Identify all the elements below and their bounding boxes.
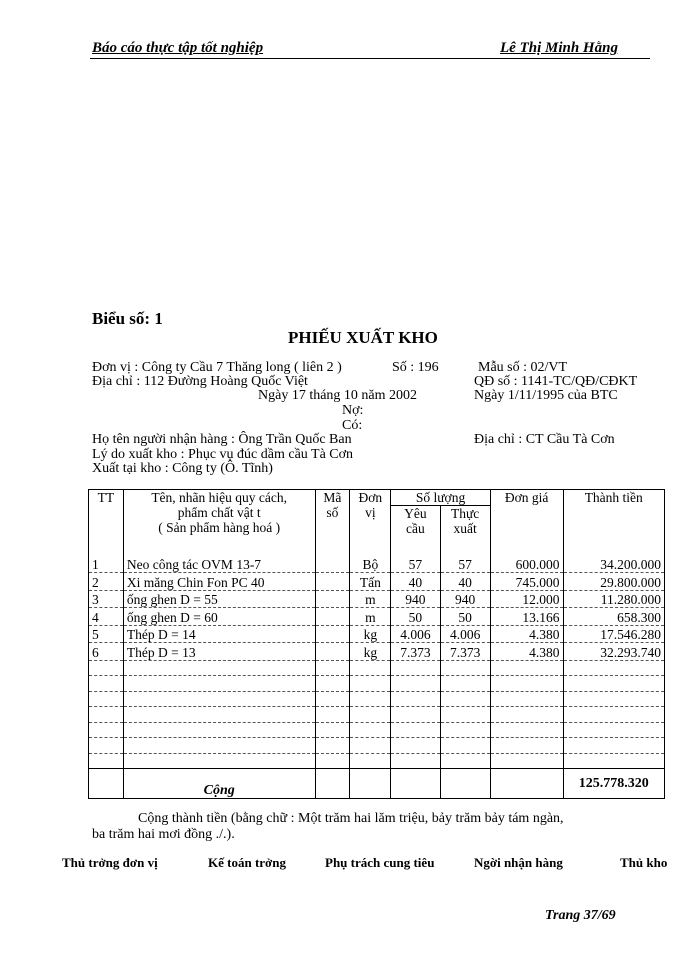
row-requested: 40 [391,573,440,591]
col-header-name-line1: Tên, nhãn hiệu quy cách, [151,490,288,505]
header-report-title: Báo cáo thực tập tốt nghiệp [92,40,264,56]
signature-storekeeper: Thủ kho [620,855,668,870]
table-row [89,608,665,626]
row-name: ống ghen D = 55 [123,590,315,608]
row-code [315,643,350,661]
row-amount: 17.546.280 [563,625,665,643]
row-requested: 940 [391,590,440,608]
total-label: Cộng [123,769,315,799]
row-amount: 11.280.000 [563,590,665,608]
row-code [315,573,350,591]
col-header-unit [350,490,391,548]
row-unit: m [350,608,391,626]
table-row-empty [89,722,665,738]
table-row [89,590,665,608]
col-header-code-line2: số [326,505,339,520]
template-number: Mẫu số : 02/VT [478,360,568,375]
row-name: Xi măng Chin Fon PC 40 [123,573,315,591]
col-header-amount: Thành tiền [563,490,665,548]
table-row-empty [89,691,665,707]
table-row [89,643,665,661]
table-row-empty [89,707,665,723]
row-actual: 4.006 [440,625,490,643]
row-price: 13.166 [490,608,563,626]
voucher-number: Số : 196 [392,360,439,375]
total-row [89,769,665,799]
amount-in-words-line1: Cộng thành tiền (bằng chữ : Một trăm hai lăm triệu, bảy trăm bảy tám ngàn, [138,811,564,826]
col-header-name-line3: ( Sản phẩm hàng hoá ) [158,520,281,535]
row-requested: 7.373 [391,643,440,661]
row-tt: 1 [89,556,124,573]
table-row [89,556,665,573]
row-code [315,556,350,573]
signature-chief-accountant: Kế toán trởng [208,855,286,870]
row-tt: 2 [89,573,124,591]
col-header-req-line1: Yêu [404,506,427,521]
col-header-unit-line1: Đơn [358,490,383,505]
row-actual: 940 [440,590,490,608]
row-tt: 3 [89,590,124,608]
address-line: Địa chỉ : 112 Đường Hoàng Quốc Việt [92,374,308,389]
row-name: ống ghen D = 60 [123,608,315,626]
col-header-actual [440,506,490,548]
signature-receiver: Ngời nhận hàng [474,855,563,870]
row-tt: 5 [89,625,124,643]
row-requested: 50 [391,608,440,626]
decision-date: Ngày 1/11/1995 của BTC [474,388,618,403]
col-header-code-line1: Mã [323,490,342,505]
signature-supply-manager: Phụ trách cung tiêu [325,855,435,870]
col-header-name-line2: phẩm chất vật t [177,505,261,520]
table-row-empty [89,676,665,692]
row-price: 745.000 [490,573,563,591]
debit-label: Nợ: [342,403,364,418]
col-header-qty: Số lượng [391,490,490,506]
row-amount: 658.300 [563,608,665,626]
row-code [315,590,350,608]
row-price: 4.380 [490,643,563,661]
row-actual: 7.373 [440,643,490,661]
col-header-price: Đơn giá [490,490,563,548]
row-tt: 6 [89,643,124,661]
col-header-unit-line2: vị [365,505,376,520]
table-row-empty [89,660,665,676]
row-actual: 57 [440,556,490,573]
form-number: Biểu số: 1 [92,309,163,328]
row-actual: 40 [440,573,490,591]
issue-date: Ngày 17 tháng 10 năm 2002 [258,388,418,403]
row-amount: 29.800.000 [563,573,665,591]
row-name: Thép D = 14 [123,625,315,643]
page-number: Trang 37/69 [545,908,616,923]
total-amount: 125.778.320 [563,769,665,799]
receiver-address: Địa chỉ : CT Cầu Tà Cơn [474,432,615,447]
col-header-act-line1: Thực [450,506,480,521]
warehouse-line: Xuất tại kho : Công ty (Ô. Tĩnh) [92,461,273,476]
col-header-req-line2: cầu [406,521,425,536]
row-name: Thép D = 13 [123,643,315,661]
row-unit: Bộ [350,556,391,573]
col-header-name [123,490,315,548]
row-unit: Tấn [350,573,391,591]
row-requested: 57 [391,556,440,573]
header-divider [90,58,650,59]
row-amount: 34.200.000 [563,556,665,573]
document-title: PHIẾU XUẤT KHO [288,328,438,347]
row-amount: 32.293.740 [563,643,665,661]
unit-line: Đơn vị : Công ty Cầu 7 Thăng long ( liên 2 ) [92,360,342,375]
row-unit: kg [350,625,391,643]
signature-director: Thủ trởng đơn vị [62,855,158,870]
col-header-requested [391,506,440,548]
row-actual: 50 [440,608,490,626]
row-price: 600.000 [490,556,563,573]
row-unit: m [350,590,391,608]
table-row [89,573,665,591]
row-unit: kg [350,643,391,661]
row-price: 4.380 [490,625,563,643]
col-header-tt: TT [89,490,124,548]
row-code [315,625,350,643]
amount-in-words-line2: ba trăm hai mơi đồng ./.). [92,827,235,842]
goods-table [88,489,665,799]
row-tt: 4 [89,608,124,626]
receiver-line: Họ tên người nhận hàng : Ông Trần Quốc Ban [92,432,352,447]
reason-line: Lý do xuất kho : Phục vụ đúc dầm cầu Tà Cơn [92,447,354,462]
table-row-empty [89,753,665,769]
col-header-act-line2: xuất [453,521,477,536]
header-author: Lê Thị Minh Hằng [500,40,618,56]
decision-number: QĐ số : 1141-TC/QĐ/CĐKT [474,374,638,389]
row-requested: 4.006 [391,625,440,643]
credit-label: Có: [342,418,363,433]
table-row [89,625,665,643]
row-name: Neo công tác OVM 13-7 [123,556,315,573]
row-code [315,608,350,626]
row-price: 12.000 [490,590,563,608]
table-row-empty [89,738,665,754]
col-header-code [315,490,350,548]
